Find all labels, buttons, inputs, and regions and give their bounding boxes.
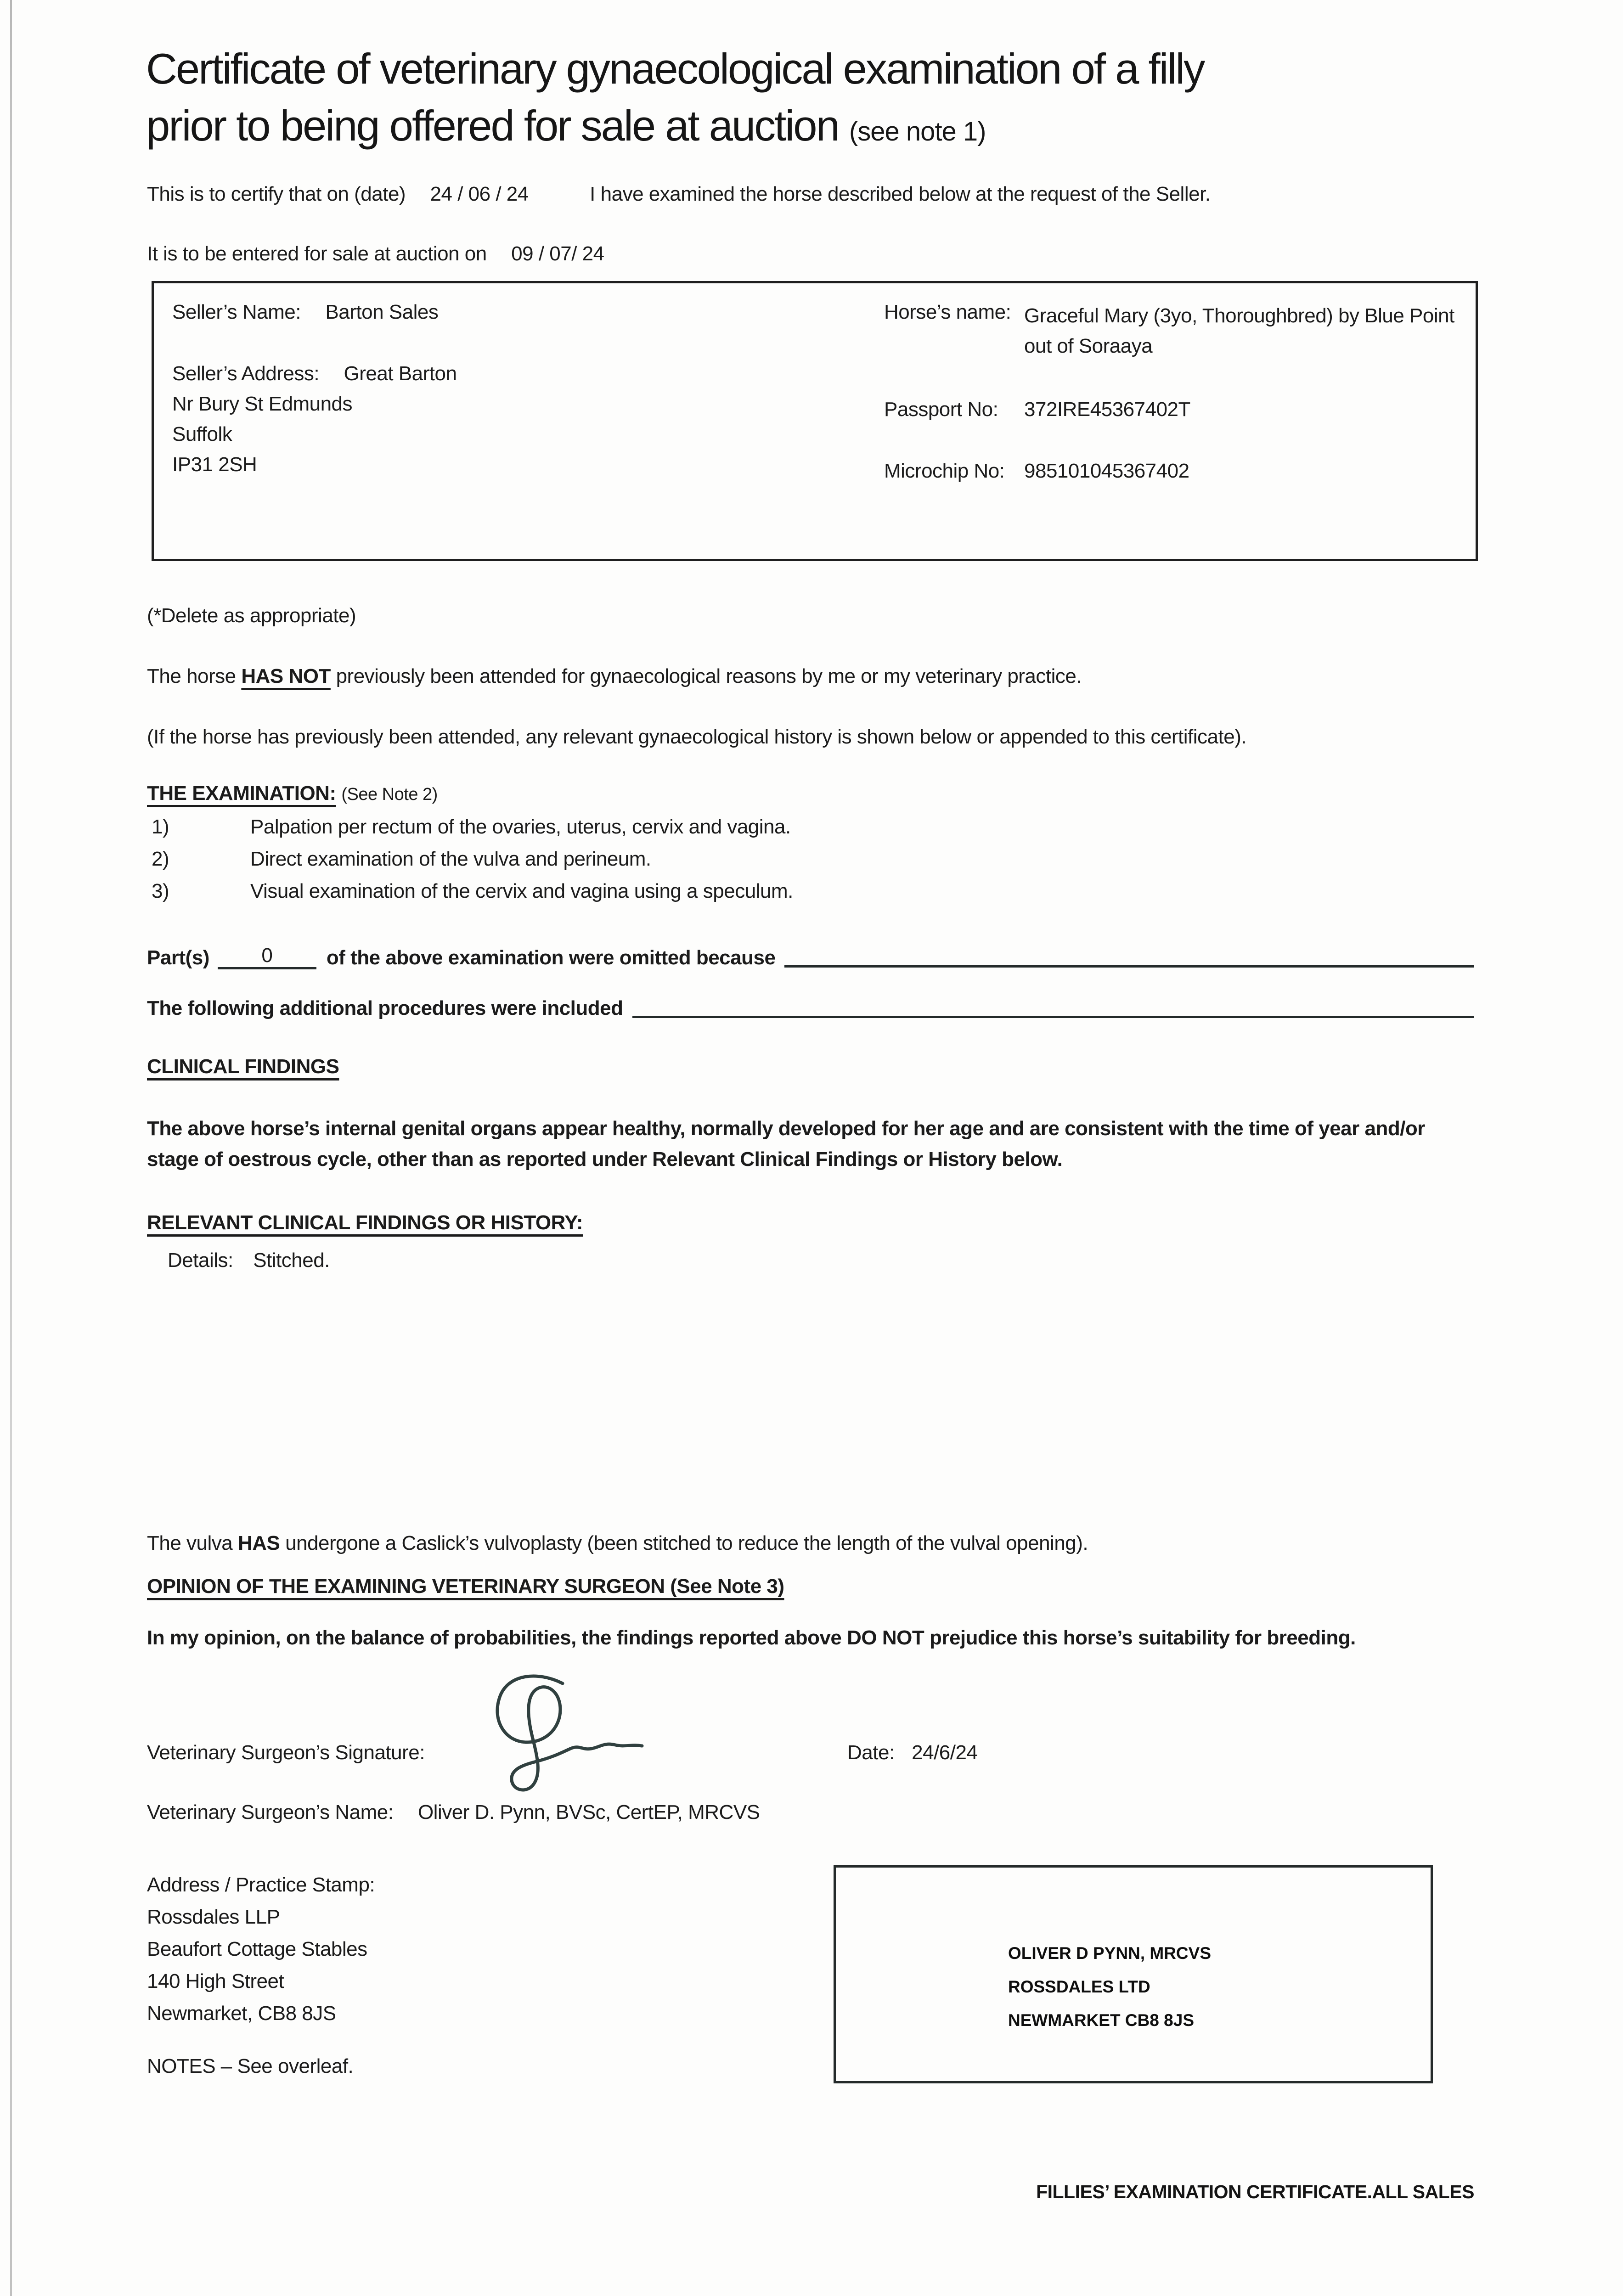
seller-address-label: Seller’s Address: bbox=[172, 362, 320, 385]
seller-name-label: Seller’s Name: bbox=[172, 301, 301, 323]
practice-line-3: 140 High Street bbox=[147, 1970, 284, 1992]
stamp-line-2: ROSSDALES LTD bbox=[1008, 1977, 1150, 1996]
attended-has-not: HAS NOT bbox=[241, 665, 331, 687]
veterinary-surgeon-signature bbox=[464, 1670, 675, 1798]
stamp-line-1: OLIVER D PYNN, MRCVS bbox=[1008, 1944, 1211, 1963]
exam-item-2-text: Direct examination of the vulva and perineum. bbox=[250, 848, 651, 870]
surgeon-name-value: Oliver D. Pynn, BVSc, CertEP, MRCVS bbox=[417, 1801, 760, 1823]
passport-value: 372IRE45367402T bbox=[1024, 398, 1190, 421]
exam-item-3-text: Visual examination of the cervix and vagina using a speculum. bbox=[250, 880, 793, 902]
certify-line bbox=[147, 183, 1525, 206]
additional-procedures-blank bbox=[632, 993, 1474, 1018]
title-line-2: prior to being offered for sale at auction (see note 1) bbox=[146, 101, 986, 150]
title-line-1: Certificate of veterinary gynaecological examination of a filly bbox=[146, 45, 1204, 93]
scan-edge-artifact bbox=[10, 0, 12, 2296]
omitted-reason-blank bbox=[784, 942, 1474, 968]
auction-date: 09 / 07/ 24 bbox=[511, 242, 604, 265]
date-value: 24/6/24 bbox=[912, 1741, 978, 1764]
date-label: Date: bbox=[847, 1741, 895, 1764]
exam-item-1-text: Palpation per rectum of the ovaries, uterus, cervix and vagina. bbox=[250, 816, 791, 838]
auction-prefix: It is to be entered for sale at auction on bbox=[147, 242, 487, 265]
microchip-value: 985101045367402 bbox=[1024, 460, 1189, 482]
details-label: Details: bbox=[168, 1249, 233, 1272]
relevant-findings-heading: RELEVANT CLINICAL FINDINGS OR HISTORY: bbox=[147, 1211, 583, 1234]
address-stamp-label: Address / Practice Stamp: bbox=[147, 1874, 375, 1896]
exam-item-3-num: 3) bbox=[152, 880, 169, 902]
signature-date-row bbox=[847, 1741, 977, 1764]
practice-stamp-imprint bbox=[1008, 1936, 1211, 2037]
details-row bbox=[168, 1249, 330, 1272]
horse-name-label: Horse’s name: bbox=[884, 301, 1011, 323]
seller-name-row bbox=[172, 301, 438, 324]
examination-heading: THE EXAMINATION: bbox=[147, 782, 336, 805]
seller-address-line2: Nr Bury St Edmunds bbox=[172, 393, 353, 415]
parts-omitted-line bbox=[147, 942, 1474, 969]
page-title bbox=[146, 40, 1501, 154]
seller-address-line3: Suffolk bbox=[172, 423, 232, 445]
additional-label: The following additional procedures were included bbox=[147, 997, 623, 1019]
seller-address-row bbox=[172, 362, 456, 385]
seller-address-line4: IP31 2SH bbox=[172, 453, 257, 476]
parts-prefix: Part(s) bbox=[147, 946, 209, 969]
exam-item-1-num: 1) bbox=[152, 816, 169, 838]
practice-line-1: Rossdales LLP bbox=[147, 1906, 280, 1928]
certify-suffix: I have examined the horse described below at the request of the Seller. bbox=[590, 183, 1211, 205]
footer-text: FILLIES’ EXAMINATION CERTIFICATE.ALL SALES bbox=[1036, 2181, 1474, 2202]
practice-address-block bbox=[147, 1869, 375, 2030]
details-box bbox=[152, 281, 1478, 561]
details-value: Stitched. bbox=[253, 1249, 330, 1272]
parts-omitted-value: 0 bbox=[218, 944, 316, 969]
clinical-findings-text: The above horse’s internal genital organs appear healthy, normally developed for her age and are consistent with the time of year and/or stage of oestrous cycle, other than as reported under Relevant Clinical Findings or History below. bbox=[147, 1117, 1425, 1171]
surgeon-name-row bbox=[147, 1801, 760, 1824]
microchip-label: Microchip No: bbox=[884, 460, 1005, 482]
practice-stamp-box bbox=[834, 1865, 1433, 2083]
parts-suffix: of the above examination were omitted because bbox=[326, 946, 776, 969]
horse-name-value: Graceful Mary (3yo, Thoroughbred) by Blue Point out of Soraaya bbox=[1024, 304, 1454, 357]
exam-item-2-num: 2) bbox=[152, 848, 169, 870]
seller-name-value: Barton Sales bbox=[325, 301, 439, 323]
examination-date: 24 / 06 / 24 bbox=[430, 183, 529, 205]
passport-label: Passport No: bbox=[884, 398, 998, 421]
examination-heading-row bbox=[147, 782, 438, 805]
surgeon-name-label: Veterinary Surgeon’s Name: bbox=[147, 1801, 394, 1823]
practice-line-2: Beaufort Cottage Stables bbox=[147, 1938, 367, 1960]
certify-prefix: This is to certify that on (date) bbox=[147, 183, 406, 205]
attended-note: (If the horse has previously been attended, any relevant gynaecological history is shown below or appended to this certificate). bbox=[147, 726, 1247, 748]
signature-label: Veterinary Surgeon’s Signature: bbox=[147, 1741, 425, 1764]
vulva-has: HAS bbox=[237, 1532, 280, 1554]
opinion-text: In my opinion, on the balance of probabilities, the findings reported above DO NOT prejudice this horse’s suitability for breeding. bbox=[147, 1626, 1356, 1649]
additional-procedures-line bbox=[147, 993, 1474, 1020]
vulva-line: The vulva HAS undergone a Caslick’s vulvoplasty (been stitched to reduce the length of the vulval opening). bbox=[147, 1532, 1088, 1554]
stamp-line-3: NEWMARKET CB8 8JS bbox=[1008, 2011, 1194, 2030]
examination-note: (See Note 2) bbox=[341, 785, 438, 804]
notes-line: NOTES – See overleaf. bbox=[147, 2055, 354, 2077]
attended-line: The horse HAS NOT previously been attended for gynaecological reasons by me or my veterinary practice. bbox=[147, 665, 1082, 687]
seller-address-line1: Great Barton bbox=[344, 362, 457, 385]
delete-note: (*Delete as appropriate) bbox=[147, 604, 356, 627]
clinical-findings-heading: CLINICAL FINDINGS bbox=[147, 1055, 339, 1078]
practice-line-4: Newmarket, CB8 8JS bbox=[147, 2002, 336, 2025]
opinion-heading: OPINION OF THE EXAMINING VETERINARY SURGEON (See Note 3) bbox=[147, 1575, 784, 1598]
auction-line bbox=[147, 242, 604, 265]
title-note: (see note 1) bbox=[849, 117, 986, 147]
